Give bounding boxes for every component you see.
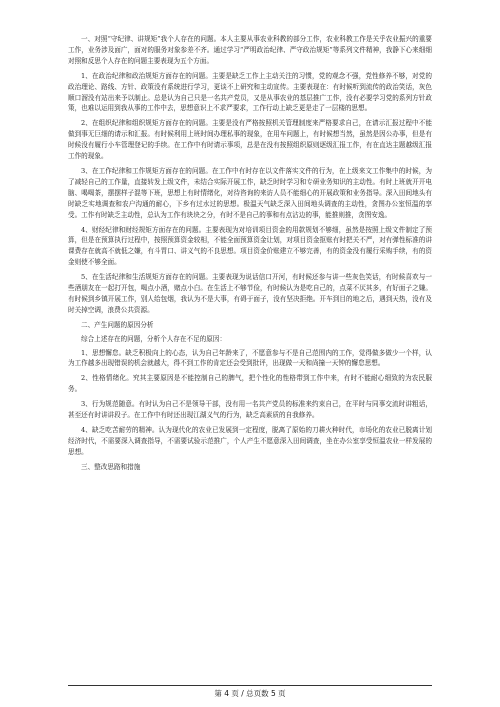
- paragraph-cause-4: 4、缺乏吃苦耐劳的精神。认为现代化的农业已发展到一定程度，脱离了原始的刀耕火种时代，市场化的农业已脱离计划经济时代，不需要深入调查指导，不需要试验示范推广，个人产生不愿意深入田间调查，坐在办公室享受恒温农业一样发展的思想。: [68, 426, 432, 456]
- page-number-footer: 第 4 页 / 总页数 5 页: [214, 689, 286, 698]
- paragraph-causes-summary: 综合上述存在的问题，分析个人存在不足的原因：: [81, 334, 227, 343]
- paragraph-1: 1、在政治纪律和政治规矩方面存在的问题。主要是缺乏工作上主动关注的习惯，党的观念不强，党性修养不够，对党的政治理论、路线、方针、政策没有系统进行学习，更谈不上研究和主动宣传。主要表现在：有时候听到流传的政治笑话，灰色顺口溜没有站出来予以制止。总是认为自己只是一名共产党员，又是从事农业的基层推广工作，没有必要学习党的系列方针政策，也难以运用到我从事的工作中去，思想意识上不求严要求，工作行动上缺乏更是走了一层楼的思想。: [68, 71, 432, 113]
- paragraph-2: 2、在组织纪律和组织规矩方面存在的问题。主要是没有严格按照机关管理制度来严格要求自己，在请示汇报过程中不能做到事无巨细的请示和汇报。有时候利用上班时间办理私事的现象，在用车问题上，有时候想当然，虽然是因公办事，但是有时候没有履行小车管理登记的手续。在工作中有时请示事项，总是在没有按照组织原则逐级汇报工作，有在直达主题越级汇报工作的现象。: [68, 119, 432, 161]
- section-heading-measures: 三、整改思路和措施: [81, 462, 141, 471]
- paragraph-cause-1: 1、思想懈怠。缺乏积极向上的心态，认为自己年龄来了，不愿意参与不是自己范围内的工作，觉得做多做少一个样，认为工作越多出现错误的机会就越大，得不到工作的肯定还会受到批评，出现做一天和尚撞一天钟的懈怠思想。: [68, 348, 432, 368]
- document-body: [68, 34, 432, 476]
- paragraph-cause-2: 2、性格情绪化。究其主要原因是不能控制自己的脾气，把个性化的性格带到工作中来，有时不能耐心细致的为农民服务。: [68, 374, 432, 394]
- paragraph-cause-3: 3、行为规范随意。有时认为自己不是领导干部，没有用一名共产党员的标准来约束自己，在平时与同事交流时讲粗话，甚至还有时讲讲段子。在工作中有时还出现江湖义气的行为，缺乏高素质的自我修养。: [68, 400, 432, 420]
- footer-divider: [68, 685, 432, 686]
- paragraph-4: 4、财经纪律和财经规矩方面存在的问题。主要表现为对培训项目资金的用款规划不够细，虽然是按照上级文件制定了预算，但是在预算执行过程中，按照预算资金较相，不能全面预算资金让划，对项目资金抠账有时把关不严，对有弹性标准的讲课费存在就高不就低之嫌，有斗胃口、讲义气的不良思想。项目资金价账建立不够完善，有的资金没有履行采购手续，有的资金则使不够全面。: [68, 225, 432, 267]
- paragraph-intro: 一、对照“守纪律、讲规矩”我个人存在的问题。本人主要从事农业科教的部分工作，农业科教工作是关乎农业振兴的重要工作，业务涉及面广，面对的服务对象参差不齐。通过学习“严明政治纪律、严守政治规矩”等系列文件精神，我静下心来细细对照和反思个人存在的问题主要表现为五个方面。: [68, 35, 432, 65]
- paragraph-3: 3、在工作纪律和工作规矩方面存在的问题。在工作中有时存在以文件落实文件的行为，在上级来文工作集中的时候，为了减轻自己的工作量，直接转发上级文件，未结合实际开展工作，缺乏时时学习和专研业务知识的主动性。有时上班就开开电脑、喝喝茶，摆摆样子混等下班，思想上有时情绪化，对待咨询的来访人员不能细心的开展政策和业务指导。深入田间地头有时缺乏实地调查和农户沟通的耐心，下乡有过水过的思想。极温天气缺乏深入田间地头调查的主动性，贪图办公室恒温的享受。工作有时缺乏主动性，总认为工作有块块之分，有时不是自己的事和有点沾边的事，能推则推，贪图安逸。: [68, 166, 432, 219]
- section-heading-causes: 二、产生问题的原因分析: [81, 320, 154, 329]
- paragraph-5: 5、在生活纪律和生活规矩方面存在的问题。主要表现为说话信口开河，有时候还参与讲一些灰色笑话，有时候喜欢与一些酒朋友在一起打开包，喝点小酒，赌点小白。在生活上不够节俭，有时候认为是吃自己的，点菜不厌其多，有好面子之嫌。有时候到乡镇开展工作，别人给包烟，我认为不是大事，有碍于面子，没有坚决拒绝。开车到目的地之后，遇到天热，没有及时关掉空调，浪费公共资源。: [68, 273, 432, 314]
